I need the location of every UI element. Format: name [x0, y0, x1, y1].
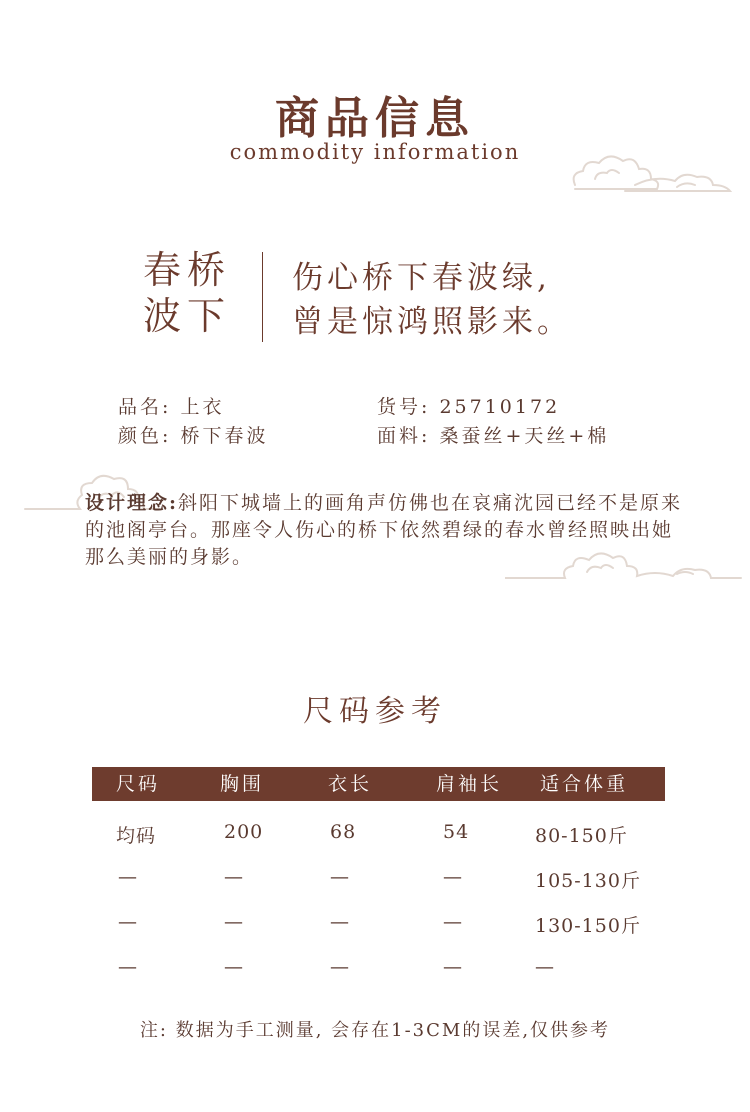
- size-table-header: [92, 767, 665, 801]
- table-cell: —: [443, 866, 463, 888]
- poem-verse: [292, 256, 572, 344]
- page-subtitle: commodity information: [229, 140, 521, 164]
- table-cell: —: [330, 866, 350, 888]
- poem-verse-line: 曾是惊鸿照影来。: [292, 304, 572, 340]
- size-section-title: 尺码参考: [303, 694, 447, 729]
- product-color-value: 桥下春波: [180, 425, 269, 447]
- product-name-value: 上衣: [180, 396, 225, 418]
- poem-verse-line: 伤心桥下春波绿,: [292, 260, 551, 296]
- table-cell: —: [224, 866, 244, 888]
- table-cell: 54: [443, 821, 470, 843]
- table-cell: —: [118, 956, 138, 978]
- product-sku-label: 货号:: [377, 396, 431, 418]
- column-header-size: 尺码: [116, 773, 161, 795]
- product-sku-value: 25710172: [439, 396, 561, 418]
- table-cell: 80-150斤: [535, 825, 628, 847]
- product-sku: [377, 392, 560, 419]
- poem-title: [143, 247, 231, 339]
- table-cell: —: [443, 956, 463, 978]
- column-header-chest: 胸围: [220, 773, 265, 795]
- table-cell: —: [535, 956, 555, 978]
- table-cell: 130-150斤: [535, 915, 641, 937]
- product-name: [118, 392, 224, 419]
- table-cell: —: [330, 956, 350, 978]
- table-cell: —: [330, 911, 350, 933]
- design-concept-text: 斜阳下城墙上的画角声仿佛也在哀痛沈园已经不是原来的池阁亭台。那座令人伤心的桥下依然碧绿的春水曾经照映出她那么美丽的身影。: [85, 492, 683, 568]
- table-cell: 68: [330, 821, 357, 843]
- table-cell: —: [443, 911, 463, 933]
- product-color-label: 颜色:: [118, 425, 172, 447]
- column-header-length: 衣长: [328, 773, 373, 795]
- design-concept: [85, 490, 685, 571]
- column-header-weight: 适合体重: [540, 773, 629, 795]
- table-cell: —: [224, 956, 244, 978]
- table-cell: —: [118, 911, 138, 933]
- poem-divider: [262, 252, 263, 342]
- product-color: [118, 421, 268, 448]
- product-name-label: 品名:: [118, 396, 172, 418]
- design-concept-label: 设计理念:: [85, 492, 179, 514]
- table-cell: 200: [224, 821, 264, 843]
- table-cell: 105-130斤: [535, 870, 641, 892]
- poem-title-line: 春桥: [143, 248, 232, 292]
- table-cell: —: [118, 866, 138, 888]
- table-cell: —: [224, 911, 244, 933]
- product-fabric: [377, 421, 609, 448]
- poem-title-line: 波下: [143, 294, 232, 338]
- table-cell: 均码: [116, 825, 157, 847]
- measurement-note: 注: 数据为手工测量, 会存在1-3CM的误差,仅供参考: [139, 1020, 611, 1041]
- product-fabric-value: 桑蚕丝+天丝+棉: [439, 425, 610, 447]
- column-header-sleeve: 肩袖长: [436, 773, 503, 795]
- page-title: 商品信息: [275, 93, 475, 144]
- product-fabric-label: 面料:: [377, 425, 431, 447]
